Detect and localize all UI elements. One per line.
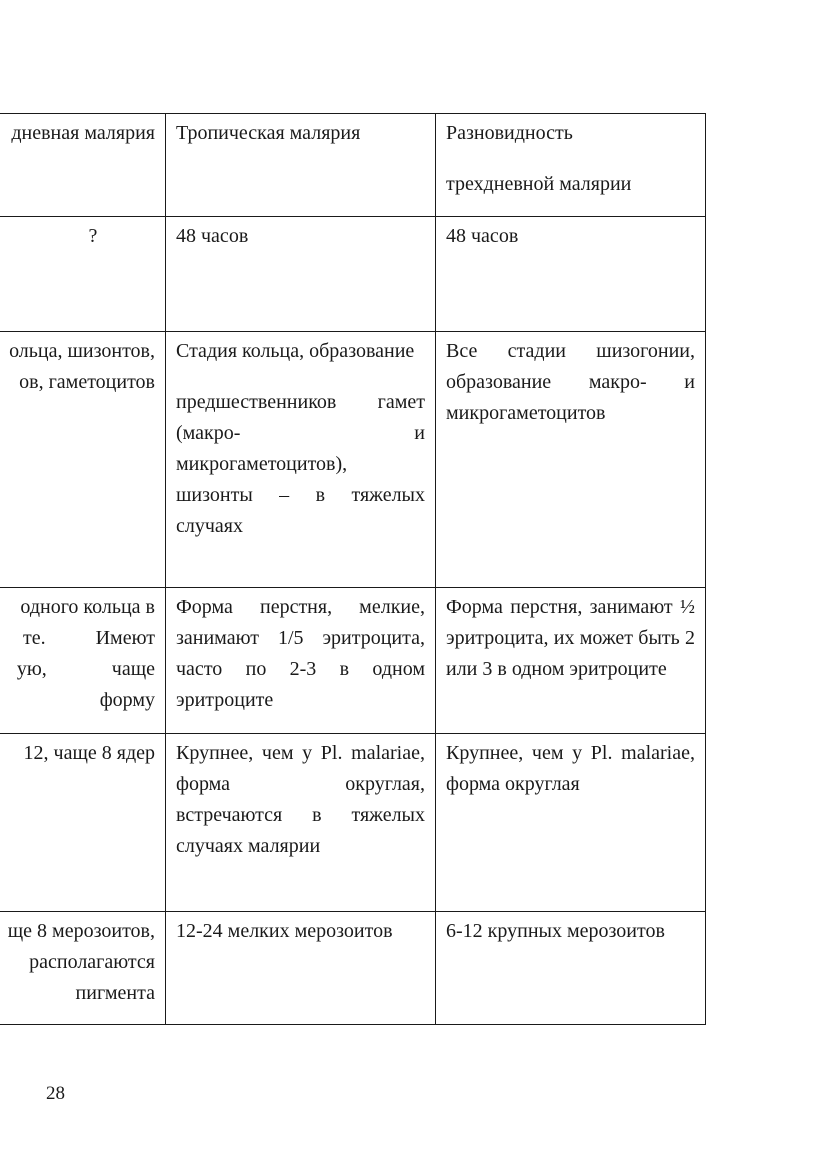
table-cell [0, 912, 166, 1025]
table-row [0, 734, 706, 912]
cell-text: те. Имеют [22, 627, 155, 649]
cell-text: Крупнее, чем у Pl. malariae, форма округлая [446, 742, 695, 795]
page-number: 28 [46, 1083, 65, 1104]
table-cell [436, 588, 706, 734]
table-row [0, 912, 706, 1025]
table-cell [436, 217, 706, 332]
table-cell [166, 114, 436, 217]
cell-text: форму [99, 689, 155, 711]
cell-text: 6-12 крупных мерозоитов [446, 920, 665, 942]
cell-text: Форма перстня, занимают ½ эритроцита, их может быть 2 или 3 в одном эритроците [446, 596, 695, 680]
table-row [0, 332, 706, 588]
table-cell [436, 912, 706, 1025]
cell-text: 12-24 мелких мерозоитов [176, 920, 393, 942]
table-row [0, 217, 706, 332]
table-cell [0, 588, 166, 734]
table-cell [166, 912, 436, 1025]
cell-text: Крупнее, чем у Pl. malariae, форма округлая, встречаются в тяжелых случаях малярии [176, 742, 425, 857]
cell-text: предшественников гамет (макро- и микрогаметоцитов), шизонты – в тяжелых случаях [176, 391, 425, 537]
cell-text: Стадия кольца, образование [176, 340, 415, 362]
table-cell [0, 114, 166, 217]
cell-text: 48 часов [176, 225, 249, 247]
table-header-row [0, 114, 706, 217]
malaria-comparison-table [0, 113, 706, 1025]
cell-text: ую, чаще [16, 658, 155, 680]
cell-text: Все стадии шизогонии, образование макро- и микрогаметоцитов [446, 340, 695, 424]
table-cell [166, 217, 436, 332]
cell-text: Форма перстня, мелкие, занимают 1/5 эритроцита, часто по 2-3 в одном эритроците [176, 596, 425, 711]
cell-text: пигмента [75, 982, 155, 1004]
cell-text: одного кольца в [20, 596, 155, 618]
table-cell [436, 114, 706, 217]
table-cell [436, 734, 706, 912]
table-cell [166, 332, 436, 588]
table-row [0, 588, 706, 734]
table-cell [166, 588, 436, 734]
cell-text: ольца, шизонтов, [9, 340, 155, 362]
table-cell [0, 332, 166, 588]
cell-text: Разновидность [446, 122, 573, 144]
cell-text: 12, чаще 8 ядер [23, 742, 155, 764]
cell-text: ще 8 мерозоитов, [7, 920, 155, 942]
table-cell [436, 332, 706, 588]
cell-text: Тропическая малярия [176, 122, 361, 144]
table-cell [166, 734, 436, 912]
cell-text: дневная малярия [11, 122, 155, 144]
cell-text: располагаются [29, 951, 155, 973]
cell-text: 48 часов [446, 225, 519, 247]
cell-text: ? [88, 225, 98, 247]
table-cell [0, 734, 166, 912]
table-cell [0, 217, 166, 332]
cell-text: ов, гаметоцитов [19, 371, 155, 393]
cell-text: трехдневной малярии [446, 173, 632, 195]
